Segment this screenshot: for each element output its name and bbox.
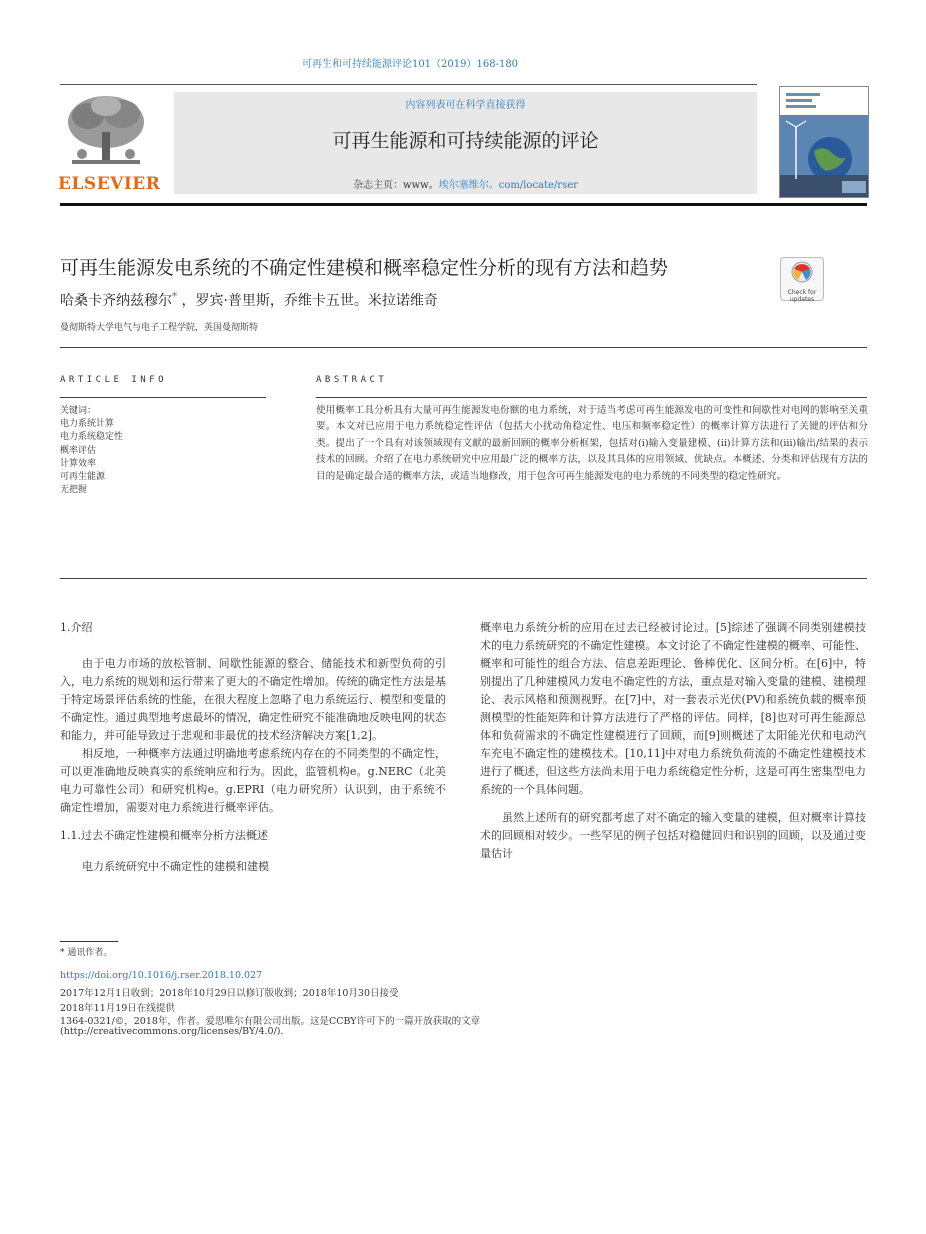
license-url[interactable]: (http://creativecommons.org/licenses/BY/4.0/).: [60, 1026, 284, 1037]
history-received: 2017年12月1日收到；2018年10月29日以修订版收到；2018年10月30日接受: [60, 988, 399, 999]
keyword-item: 计算效率: [60, 458, 97, 469]
author-rest[interactable]: ，罗宾·普里斯，乔维卡五世。米拉诺维奇: [181, 293, 438, 309]
affiliation-divider: [60, 347, 867, 348]
author-first[interactable]: 哈桑卡齐纳兹穆尔: [60, 293, 172, 309]
journal-homepage: [174, 176, 757, 191]
journal-cover-icon: [780, 87, 868, 197]
contents-available-link[interactable]: 内容列表可在科学直接获得: [405, 100, 526, 111]
abstract-heading: ABSTRACT: [316, 375, 388, 385]
subsection-heading: 1.1.过去不确定性建模和概率分析方法概述: [60, 829, 268, 842]
body-paragraph: 概率电力系统分析的应用在过去已经被讨论过。[5]综述了强调不同类别建模技术的电力系统研究的不确定性建模。本文讨论了不确定性建模的概率、可能性、概率和可能性的组合方法、信息差距理论、鲁棒优化、区间分析。在[6]中，特别提出了几种建模风力发电不确定性的方法，重点是对输入变量的建模、建模理论、表示风格和预测视野。在[7]中，对一套表示光伏(PV)和系统负载的概率预测模型的性能矩阵和计算方法进行了严格的评估。同样，[8]也对可再生能源总体和负荷需求的不确定性建模进行了回顾，而[9]则概述了太阳能光伏和电动汽车充电不确定性的建模技术。[10,11]中对电力系统负荷流的不确定性建模技术进行了概述，但这些方法尚未用于电力系统稳定性分析，这是可再生密集型电力系统的一个具体问题。: [480, 621, 866, 796]
body-paragraph: 由于电力市场的放松管制、间歇性能源的整合、储能技术和新型负荷的引入，电力系统的规划和运行带来了更大的不确定性增加。传统的确定性方法是基于特定场景评估系统的性能，在很大程度上忽略了电力系统运行、模型和变量的不确定性。通过典型地考虑最坏的情况，确定性研究不能准确地反映电网的状态和能力，并可能导致过于悲观和非最优的技术经济解决方案[1,2]。: [60, 657, 446, 742]
article-info-rule: [60, 397, 266, 398]
affiliation: 曼彻斯特大学电气与电子工程学院，英国曼彻斯特: [60, 323, 259, 333]
elsevier-logo[interactable]: [58, 92, 161, 194]
license-text: 1364-0321/©，2018年，作者。爱思唯尔有限公司出版。这是CCBY许可下的一篇开放获取的文章: [60, 1016, 481, 1027]
journal-citation[interactable]: 可再生和可持续能源评论101（2019）168-180: [301, 59, 519, 70]
check-for-updates-badge[interactable]: [780, 257, 824, 301]
history-online: 2018年11月19日在线提供: [60, 1003, 175, 1014]
doi-link[interactable]: https://doi.org/10.1016/j.rser.2018.10.027: [60, 970, 263, 981]
front-matter-divider: [60, 578, 867, 579]
check-updates-icon: [789, 261, 815, 285]
keyword-item: 电力系统计算: [60, 419, 115, 430]
journal-banner: [174, 92, 757, 194]
homepage-prefix: 杂志主页：www。: [353, 180, 439, 191]
masthead-rule: [60, 203, 867, 206]
body-paragraph: 虽然上述所有的研究都考虑了对不确定的输入变量的建模，但对概率计算技术的回顾相对较少。一些罕见的例子包括对稳健回归和识别的回顾，以及通过变量估计: [480, 811, 866, 860]
article-title: 可再生能源发电系统的不确定性建模和概率稳定性分析的现有方法和趋势: [60, 257, 669, 279]
check-updates-label: Check for updates: [787, 289, 817, 303]
elsevier-tree-icon: [58, 92, 154, 174]
author-list: [60, 290, 438, 310]
keywords-block: [60, 405, 123, 497]
body-paragraph: 相反地，一种概率方法通过明确地考虑系统内存在的不同类型的不确定性，可以更准确地反映真实的系统响应和行为。因此，监管机构e。g.NERC（北美电力可靠性公司）和研究机构e。g.EPRI（电力研究所）认识到，由于系统不确定性增加，需要对电力系统进行概率评估。: [60, 747, 446, 814]
body-column-left: [60, 619, 446, 876]
article-info-heading: ARTICLE INFO: [60, 375, 168, 385]
header-divider: [60, 84, 757, 85]
homepage-link[interactable]: 埃尔塞维尔。com/locate/rser: [438, 180, 578, 191]
elsevier-wordmark: ELSEVIER: [58, 174, 161, 194]
footnote-corresponding: * 通讯作者。: [60, 948, 113, 958]
abstract-rule: [316, 397, 867, 398]
journal-cover-image[interactable]: [779, 86, 869, 198]
journal-title: 可再生能源和可持续能源的评论: [332, 130, 599, 152]
corresponding-author-mark[interactable]: *: [172, 291, 177, 303]
keyword-item: 电力系统稳定性: [60, 432, 124, 443]
keyword-item: 可再生能源: [60, 472, 106, 483]
body-paragraph: 电力系统研究中不确定性的建模和建模: [82, 860, 269, 873]
keywords-label: 关键词：: [60, 406, 97, 416]
keyword-item: 无把握: [60, 485, 88, 496]
keyword-item: 概率评估: [60, 445, 97, 456]
body-column-right: [480, 619, 866, 863]
footnote-rule: [60, 941, 118, 942]
section-1-heading: 1.介绍: [60, 621, 93, 634]
abstract-text: 使用概率工具分析具有大量可再生能源发电份额的电力系统，对于适当考虑可再生能源发电的可变性和间歇性对电网的影响至关重要。本文对已应用于电力系统稳定性评估（包括大小扰动角稳定性、电压和频率稳定性）的概率计算方法进行了关键的评估和分类。提出了一个具有对该领域现有文献的最新回顾的概率分析框架，包括对(i)输入变量建模、(ii)计算方法和(iii)输出/结果的表示技术的回顾。介绍了在电力系统研究中应用最广泛的概率方法，以及其具体的应用领域、优缺点。本概述、分类和评估现有方法的目的是确定最合适的概率方法，或适当地修改，用于包含可再生能源发电的电力系统的不同类型的稳定性研究。: [316, 405, 868, 482]
